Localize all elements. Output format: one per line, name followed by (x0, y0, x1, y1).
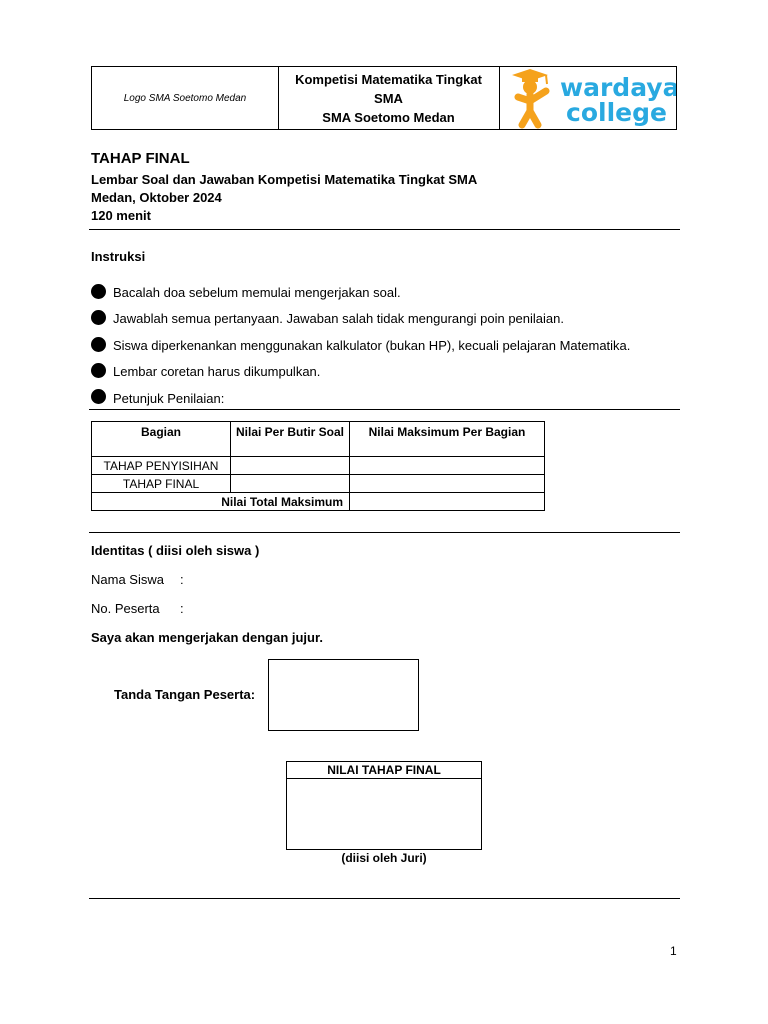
instruction-item: Siswa diperkenankan menggunakan kalkulator (bukan HP), kecuali pelajaran Matematika. (113, 338, 631, 353)
table-cell: TAHAP FINAL (92, 475, 231, 493)
instructions-heading: Instruksi (91, 249, 146, 264)
stage-title: TAHAP FINAL (91, 150, 190, 167)
school-logo-placeholder: Logo SMA Soetomo Medan (92, 67, 279, 129)
number-label: No. Peserta (91, 601, 160, 616)
instruction-item: Jawablah semua pertanyaan. Jawaban salah tidak mengurangi poin penilaian. (113, 311, 564, 326)
table-total-row (92, 493, 545, 511)
bullet-icon (91, 389, 106, 404)
name-label: Nama Siswa (91, 572, 164, 587)
title-line-2: SMA (374, 91, 403, 106)
brand-word-1: wardaya (560, 73, 676, 102)
place-date: Medan, Oktober 2024 (91, 190, 222, 205)
duration: 120 menit (91, 208, 151, 223)
divider (89, 532, 680, 533)
jury-note: (diisi oleh Juri) (341, 851, 427, 865)
final-score-box (286, 778, 482, 850)
instruction-item: Lembar coretan harus dikumpulkan. (113, 364, 321, 379)
brand-word-2: college (566, 98, 667, 127)
score-table (91, 421, 545, 511)
logo-figure-icon (500, 67, 676, 129)
title-line-1: Kompetisi Matematika Tingkat (295, 72, 482, 87)
name-colon: : (180, 572, 184, 587)
table-cell: TAHAP PENYISIHAN (92, 457, 231, 475)
table-cell (231, 475, 350, 493)
page-number: 1 (670, 944, 677, 958)
wardaya-college-logo (500, 67, 676, 129)
competition-title (278, 67, 500, 129)
title-line-3: SMA Soetomo Medan (322, 110, 455, 125)
bullet-icon (91, 337, 106, 352)
table-row (92, 475, 545, 493)
header-box (91, 66, 677, 130)
table-cell (350, 475, 545, 493)
bullet-icon (91, 284, 106, 299)
table-header: Bagian (92, 422, 231, 457)
table-cell (350, 457, 545, 475)
instruction-item: Petunjuk Penilaian: (113, 391, 225, 406)
table-header: Nilai Per Butir Soal (231, 422, 350, 457)
number-colon: : (180, 601, 184, 616)
identity-heading: Identitas ( diisi oleh siswa ) (91, 543, 260, 558)
divider (89, 898, 680, 899)
bullet-icon (91, 310, 106, 325)
table-header: Nilai Maksimum Per Bagian (350, 422, 545, 457)
instruction-item: Bacalah doa sebelum memulai mengerjakan soal. (113, 285, 401, 300)
total-value (350, 493, 545, 511)
document-subtitle: Lembar Soal dan Jawaban Kompetisi Matematika Tingkat SMA (91, 172, 478, 187)
signature-box (268, 659, 419, 731)
divider (89, 409, 680, 410)
total-label: Nilai Total Maksimum (92, 493, 350, 511)
final-score-heading: NILAI TAHAP FINAL (286, 761, 482, 779)
table-cell (231, 457, 350, 475)
bullet-icon (91, 363, 106, 378)
table-row (92, 457, 545, 475)
signature-label: Tanda Tangan Peserta: (114, 687, 256, 702)
divider (89, 229, 680, 230)
honesty-statement: Saya akan mengerjakan dengan jujur. (91, 630, 323, 645)
